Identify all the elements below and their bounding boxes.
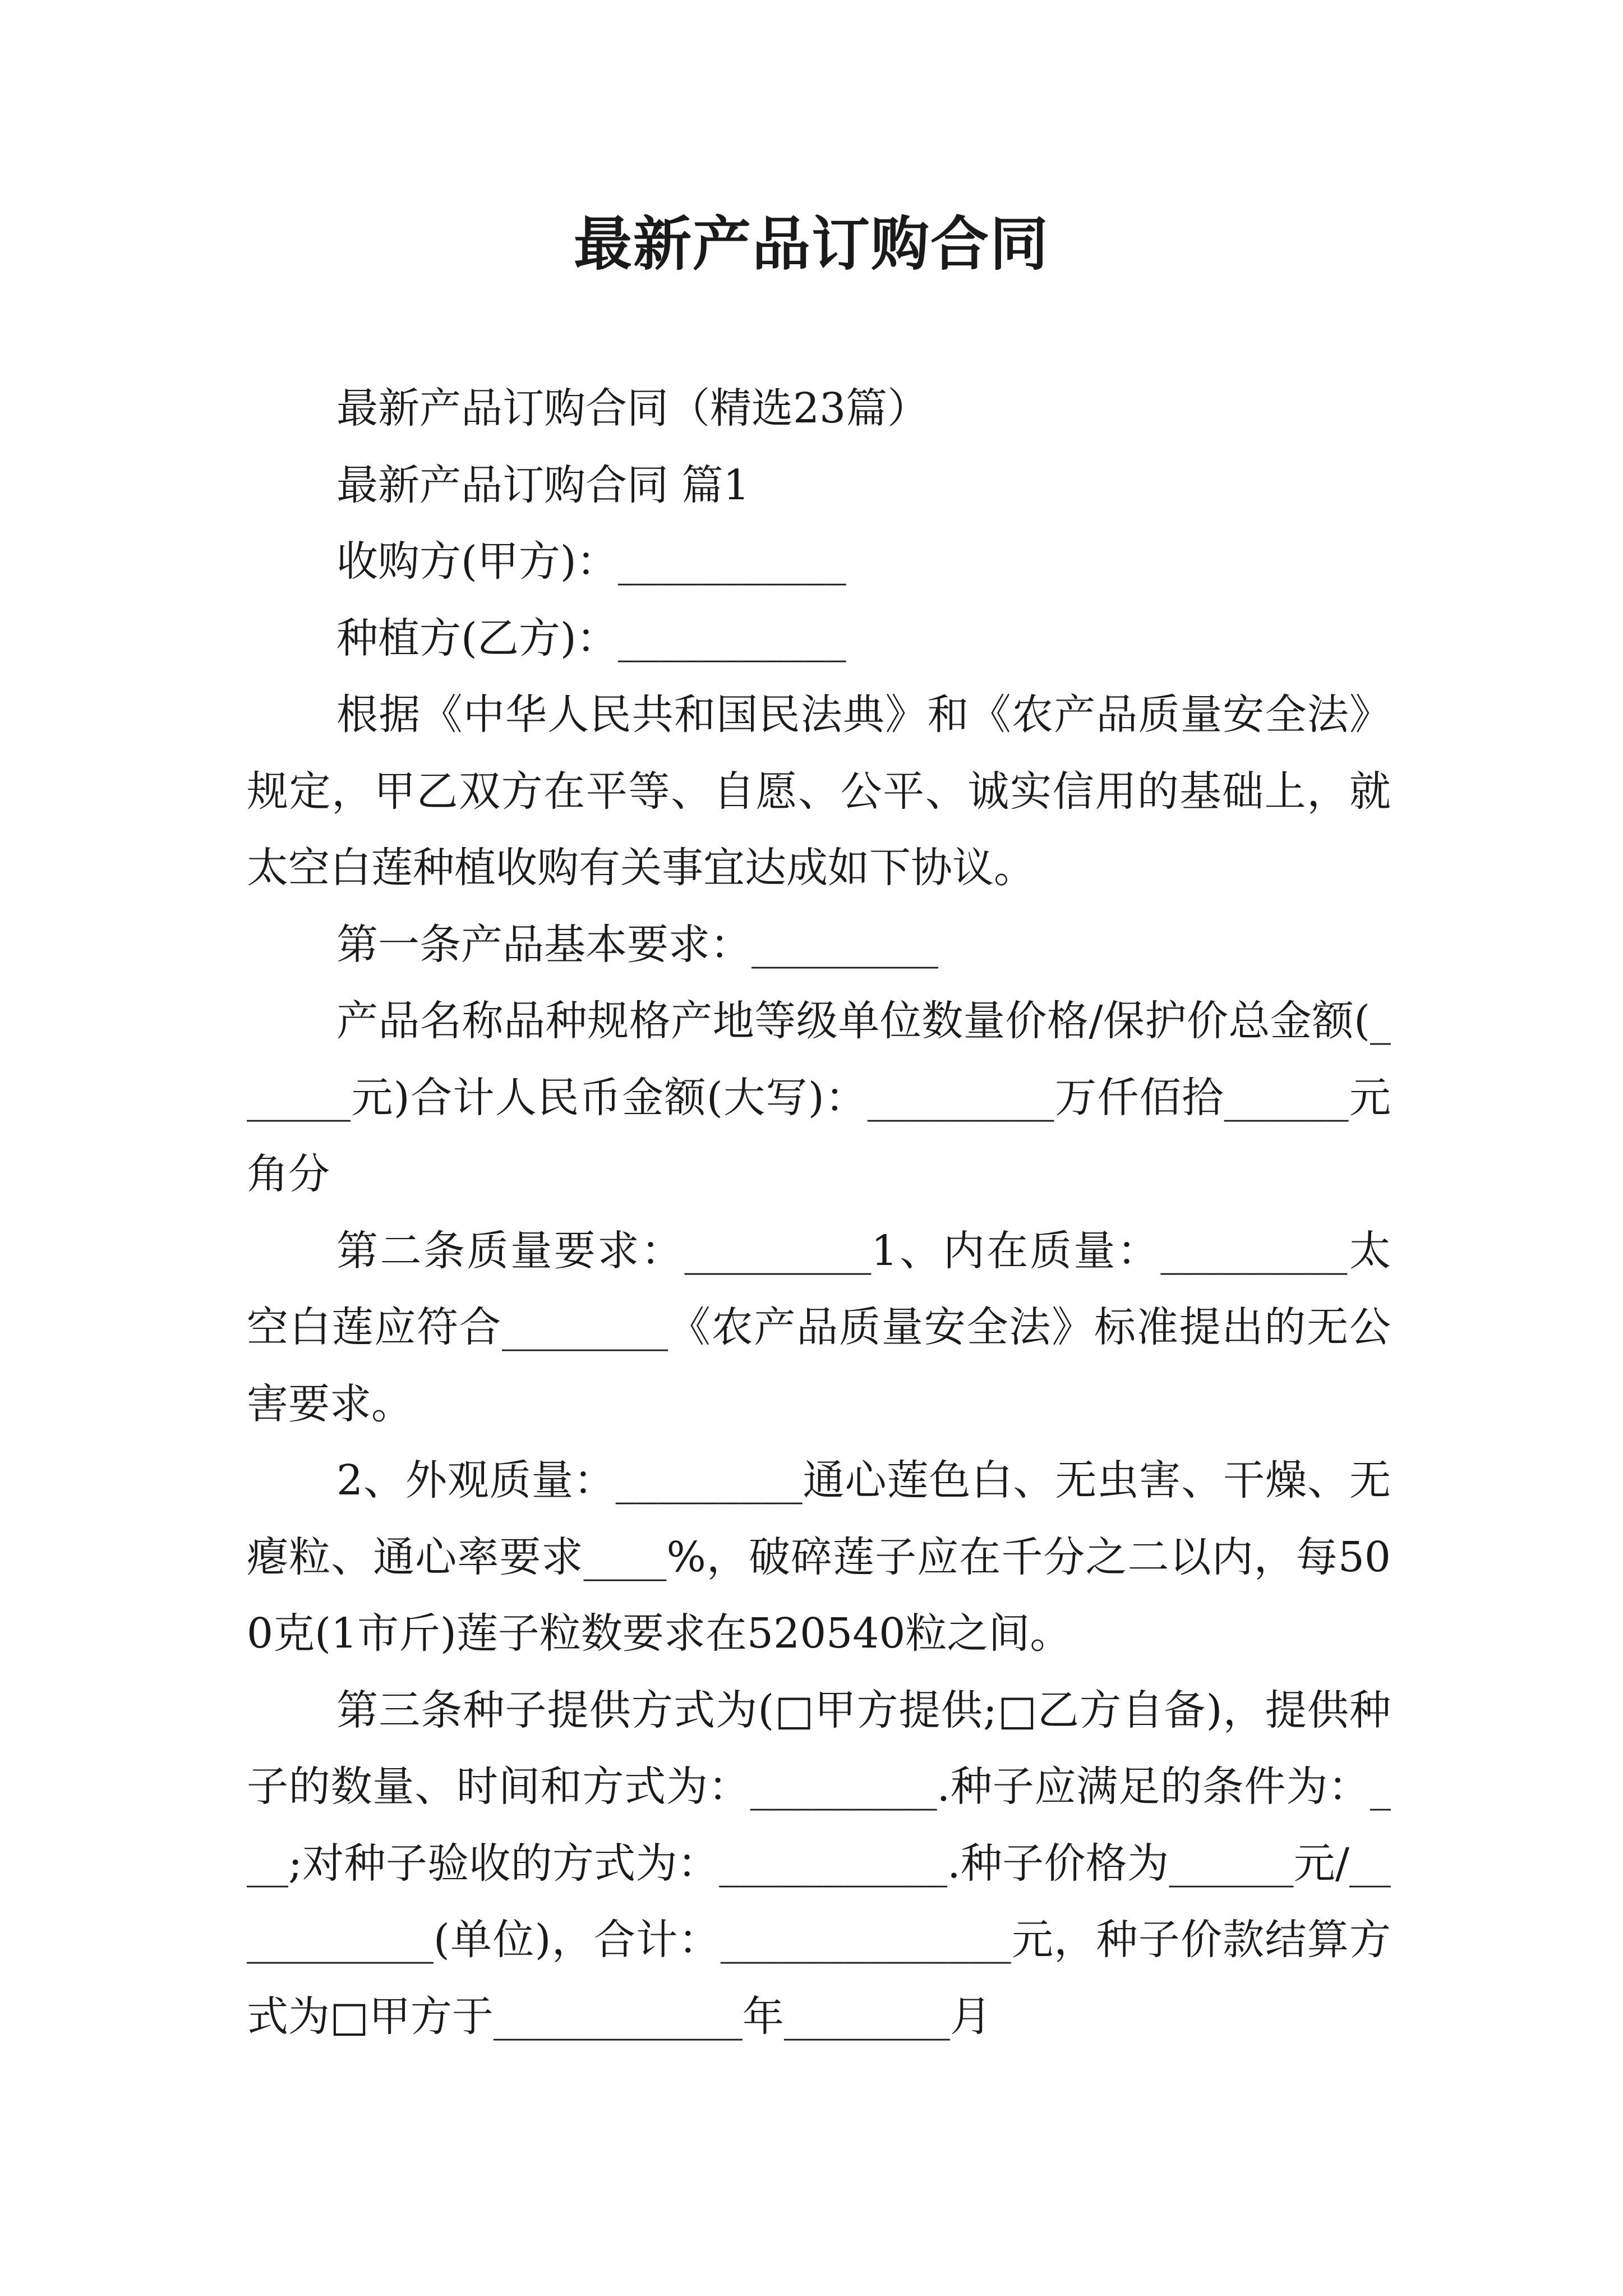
paragraph-section-heading: 最新产品订购合同 篇1: [336, 461, 750, 509]
paragraph-preamble: 根据《中华人民共和国民法典》和《农产品质量安全法》规定，甲乙双方在平等、自愿、公平、诚实信用的基础上，就太空白莲种植收购有关事宜达成如下协议。: [247, 691, 1391, 892]
paragraph-grower: 种植方(乙方)：___________: [336, 614, 846, 662]
paragraph-article-2: 第二条质量要求：_________1、内在质量：_________太空白莲应符合________《农产品质量安全法》标准提出的无公害要求。: [247, 1226, 1391, 1428]
paragraph-article-1: 第一条产品基本要求：_________: [336, 920, 938, 969]
paragraph-product-details: 产品名称品种规格产地等级单位数量价格/保护价总金额(______元)合计人民币金额(大写)：_________万仟佰拾______元角分: [247, 997, 1391, 1198]
document-title: 最新产品订购合同: [573, 209, 1049, 278]
paragraph-appearance-quality: 2、外观质量：_________通心莲色白、无虫害、干燥、无瘪粒、通心率要求____%，破碎莲子应在千分之二以内，每500克(1市斤)莲子粒数要求在520540粒之间。: [247, 1456, 1391, 1658]
paragraph-article-3: 第三条种子提供方式为(□甲方提供;□乙方自备)，提供种子的数量、时间和方式为：_________.种子应满足的条件为：___;对种子验收的方式为：___________.种子价格为______元/___________(单位)，合计：______________元，种子价款结算方式为□甲方于____________年________月: [247, 1686, 1391, 2041]
paragraph-buyer: 收购方(甲方)：___________: [336, 537, 846, 586]
paragraph-subtitle: 最新产品订购合同（精选23篇）: [336, 384, 929, 432]
document-body: [247, 370, 1391, 2055]
